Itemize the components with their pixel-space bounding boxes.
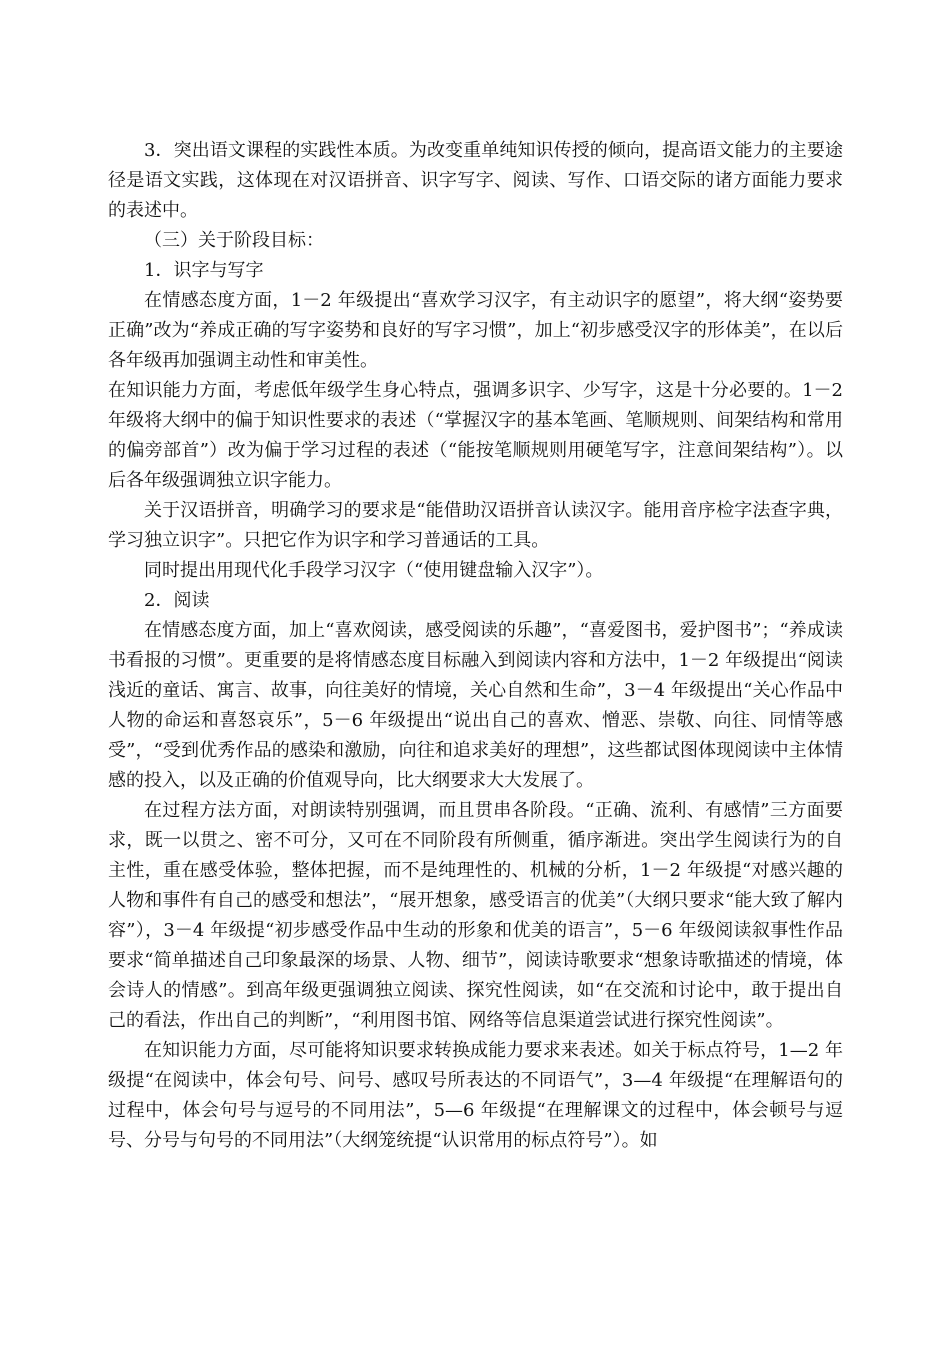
paragraph: 在情感态度方面，1－2 年级提出“喜欢学习汉字，有主动识字的愿望”，将大纲“姿势要正确”改为“养成正确的写字姿势和良好的写字习惯”，加上“初步感受汉字的形体美”，在以后各年级再加强调主动性和审美性。 [108,290,843,371]
paragraph: 在知识能力方面，尽可能将知识要求转换成能力要求来表述。如关于标点符号，1—2 年级提“在阅读中，体会句号、问号、感叹号所表达的不同语气”，3—4 年级提“在理解语句的过程中，体会句号与逗号的不同用法”，5—6 年级提“在理解课文的过程中，体会顿号与逗号、分号与句号的不同用法”（大纲笼统提“认识常用的标点符号”）。如 [108,1040,843,1151]
subsection-heading: 2．阅读 [144,590,210,611]
document-body [108,136,843,1156]
paragraph: 关于汉语拼音，明确学习的要求是“能借助汉语拼音认读汉字。能用音序检字法查字典，学习独立识字”。只把它作为识字和学习普通话的工具。 [108,500,843,551]
paragraph: 同时提出用现代化手段学习汉字（“使用键盘输入汉字”）。 [144,560,604,581]
paragraph: 在过程方法方面，对朗读特别强调，而且贯串各阶段。“正确、流利、有感情”三方面要求，既一以贯之、密不可分，又可在不同阶段有所侧重，循序渐进。突出学生阅读行为的自主性，重在感受体验，整体把握，而不是纯理性的、机械的分析，1－2 年级提“对感兴趣的人物和事件有自己的感受和想法”，“展开想象，感受语言的优美”（大纲只要求“能大致了解内容”），3－4 年级提“初步感受作品中生动的形象和优美的语言”，5－6 年级阅读叙事性作品要求“简单描述自己印象最深的场景、人物、细节”，阅读诗歌要求“想象诗歌描述的情境，体会诗人的情感”。到高年级更强调独立阅读、探究性阅读，如“在交流和讨论中，敢于提出自己的看法，作出自己的判断”，“利用图书馆、网络等信息渠道尝试进行探究性阅读”。 [108,800,843,1031]
paragraph: 在知识能力方面，考虑低年级学生身心特点，强调多识字、少写字，这是十分必要的。1－2 年级将大纲中的偏于知识性要求的表述（“掌握汉字的基本笔画、笔顺规则、间架结构和常用的偏旁部首”）改为偏于学习过程的表述（“能按笔顺规则用硬笔写字，注意间架结构”）。以后各年级强调独立识字能力。 [108,380,843,491]
paragraph: 在情感态度方面，加上“喜欢阅读，感受阅读的乐趣”，“喜爱图书，爱护图书”；“养成读书看报的习惯”。更重要的是将情感态度目标融入到阅读内容和方法中，1－2 年级提出“阅读浅近的童话、寓言、故事，向往美好的情境，关心自然和生命”，3－4 年级提出“关心作品中人物的命运和喜怒哀乐”，5－6 年级提出“说出自己的喜欢、憎恶、崇敬、向往、同情等感受”，“受到优秀作品的感染和激励，向往和追求美好的理想”，这些都试图体现阅读中主体情感的投入，以及正确的价值观导向，比大纲要求大大发展了。 [108,620,843,791]
paragraph: 3．突出语文课程的实践性本质。为改变重单纯知识传授的倾向，提高语文能力的主要途径是语文实践，这体现在对汉语拼音、识字写字、阅读、写作、口语交际的诸方面能力要求的表述中。 [108,140,843,221]
section-heading: （三）关于阶段目标： [144,230,324,251]
subsection-heading: 1．识字与写字 [144,260,264,281]
